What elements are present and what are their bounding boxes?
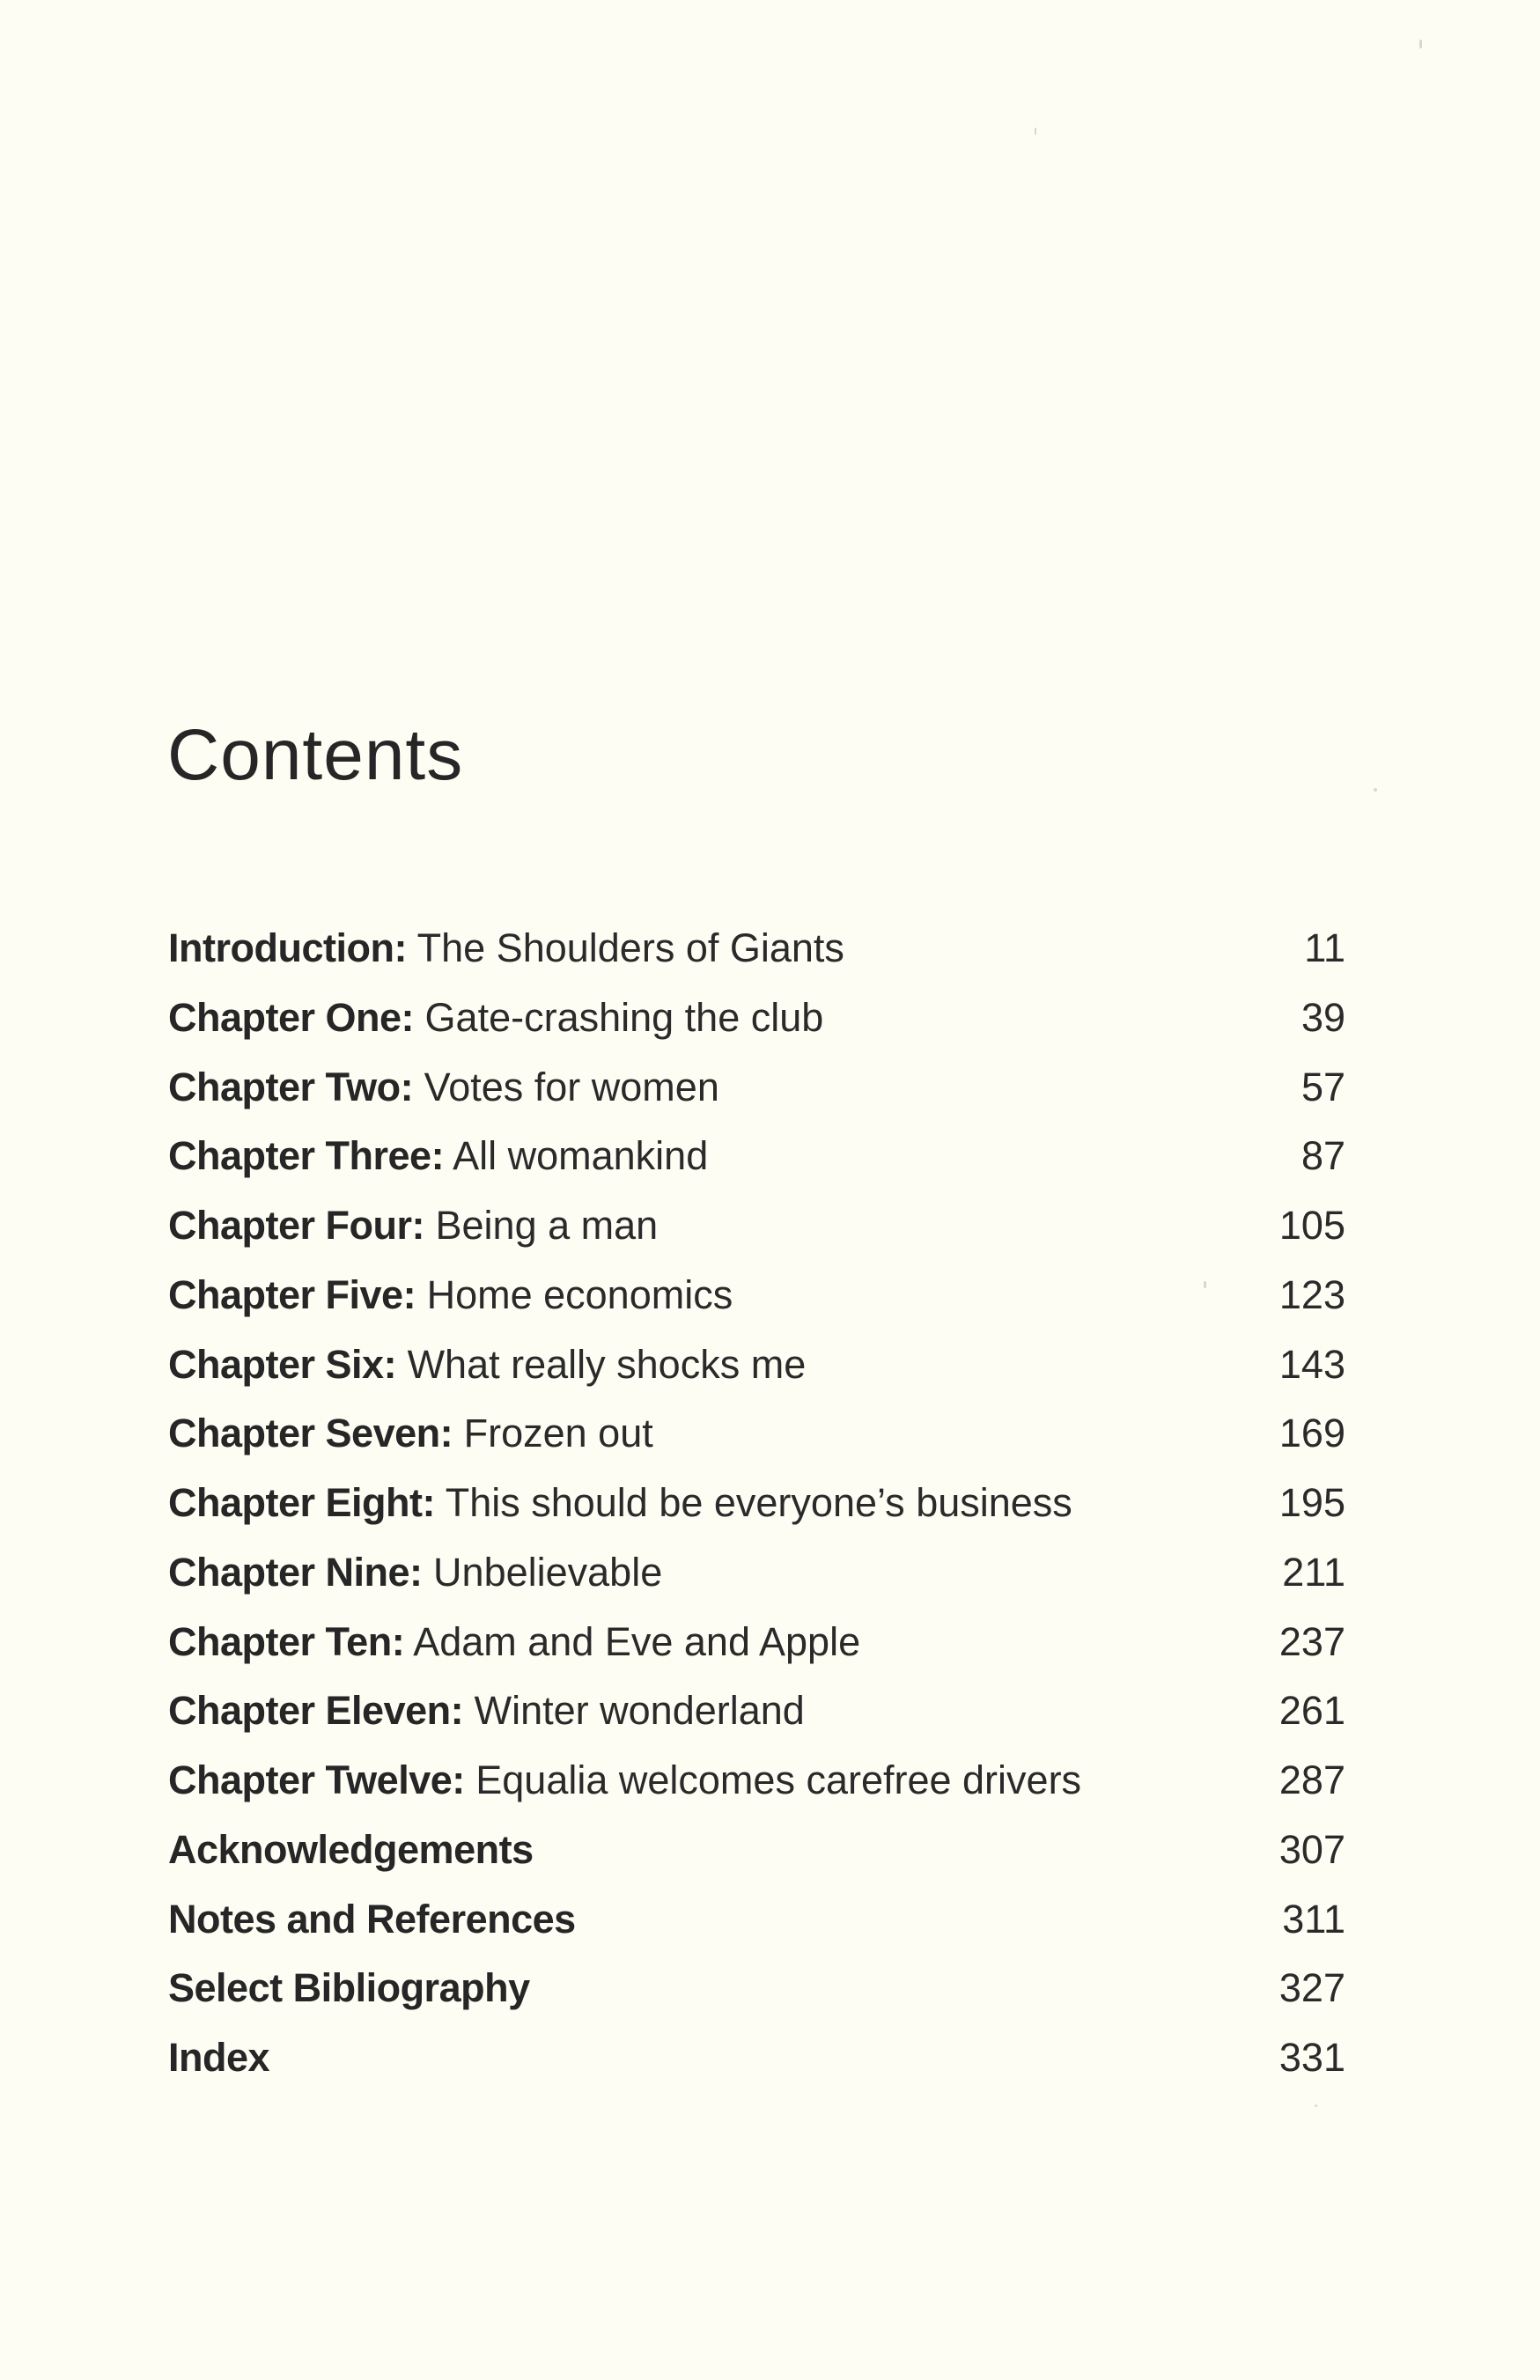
toc-entry-chapter-three bbox=[168, 1130, 1345, 1199]
scan-speck bbox=[1315, 2104, 1317, 2107]
toc-entry-label: Chapter One: bbox=[168, 994, 415, 1040]
toc-entry-text bbox=[168, 1061, 719, 1114]
toc-page-number: 39 bbox=[1301, 994, 1345, 1040]
toc-entry-text bbox=[168, 1130, 708, 1183]
toc-entry-label: Acknowledgements bbox=[168, 1826, 534, 1872]
toc-entry-label: Chapter Eight: bbox=[168, 1480, 435, 1525]
toc-entry-title: Winter wonderland bbox=[474, 1688, 805, 1734]
toc-entry-text bbox=[168, 1824, 534, 1876]
toc-page-number: 87 bbox=[1301, 1133, 1345, 1179]
toc-entry-text bbox=[168, 1893, 576, 1946]
toc-entry-chapter-twelve bbox=[168, 1754, 1345, 1824]
toc-entry-title: What really shocks me bbox=[407, 1341, 807, 1387]
toc-entry-chapter-six bbox=[168, 1338, 1345, 1408]
toc-entry-select-bibliography bbox=[168, 1962, 1345, 2031]
toc-entry-label: Introduction: bbox=[168, 925, 407, 970]
toc-entry-label: Chapter Six: bbox=[168, 1341, 397, 1387]
toc-entry-text bbox=[168, 1616, 860, 1669]
toc-page-number: 143 bbox=[1278, 1341, 1345, 1387]
toc-entry-title: Votes for women bbox=[424, 1064, 719, 1109]
scan-speck bbox=[1419, 40, 1422, 48]
toc-entry-label: Chapter Four: bbox=[168, 1203, 424, 1248]
toc-entry-index bbox=[168, 2031, 1345, 2101]
toc-page-number: 311 bbox=[1282, 1896, 1345, 1942]
toc-entry-label: Chapter Eleven: bbox=[168, 1688, 464, 1734]
toc-page-number: 261 bbox=[1278, 1688, 1345, 1734]
toc-entry-acknowledgements bbox=[168, 1824, 1345, 1893]
toc-entry-chapter-eight bbox=[168, 1477, 1345, 1546]
toc-entry-label: Chapter Ten: bbox=[168, 1618, 405, 1664]
toc-entry-label: Chapter Three: bbox=[168, 1133, 445, 1179]
toc-entry-label: Chapter Seven: bbox=[168, 1411, 453, 1456]
toc-entry-label: Select Bibliography bbox=[168, 1965, 530, 2011]
toc-page-number: 123 bbox=[1278, 1271, 1345, 1317]
toc-page-number: 105 bbox=[1278, 1203, 1345, 1248]
toc-entry-chapter-two bbox=[168, 1061, 1345, 1131]
toc-entry-chapter-seven bbox=[168, 1407, 1345, 1477]
toc-entry-text bbox=[168, 1754, 1081, 1807]
toc-entry-chapter-five bbox=[168, 1269, 1345, 1338]
toc-entry-title: This should be everyone’s business bbox=[445, 1480, 1072, 1525]
toc-entry-title: Gate-crashing the club bbox=[424, 994, 824, 1040]
toc-entry-title: Adam and Eve and Apple bbox=[413, 1618, 861, 1664]
toc-entry-title: The Shoulders of Giants bbox=[416, 925, 844, 970]
toc-entry-text bbox=[168, 2031, 269, 2084]
table-of-contents bbox=[168, 922, 1345, 2101]
toc-page-number: 287 bbox=[1278, 1757, 1345, 1802]
toc-page-number: 327 bbox=[1278, 1965, 1345, 2011]
toc-entry-text bbox=[168, 922, 844, 975]
toc-page-number: 169 bbox=[1278, 1411, 1345, 1456]
toc-entry-text bbox=[168, 1962, 530, 2015]
toc-entry-label: Notes and References bbox=[168, 1896, 576, 1942]
toc-entry-label: Chapter Two: bbox=[168, 1064, 414, 1109]
toc-entry-text bbox=[168, 1338, 806, 1391]
scan-speck bbox=[1035, 128, 1036, 135]
toc-entry-text bbox=[168, 1477, 1072, 1529]
toc-entry-notes-and-references bbox=[168, 1893, 1345, 1963]
toc-entry-text bbox=[168, 991, 823, 1044]
toc-entry-title: Frozen out bbox=[463, 1411, 653, 1456]
toc-entry-chapter-eleven bbox=[168, 1684, 1345, 1754]
toc-entry-title: Home economics bbox=[426, 1271, 733, 1317]
toc-entry-label: Chapter Five: bbox=[168, 1271, 416, 1317]
toc-entry-text bbox=[168, 1199, 658, 1252]
toc-entry-text bbox=[168, 1546, 662, 1599]
toc-entry-chapter-nine bbox=[168, 1546, 1345, 1616]
toc-entry-chapter-four bbox=[168, 1199, 1345, 1269]
toc-page-number: 331 bbox=[1278, 2035, 1345, 2080]
toc-page-number: 57 bbox=[1301, 1064, 1345, 1109]
toc-entry-title: All womankind bbox=[453, 1133, 709, 1179]
toc-entry-title: Unbelievable bbox=[433, 1549, 663, 1595]
toc-entry-chapter-ten bbox=[168, 1616, 1345, 1685]
toc-page-number: 211 bbox=[1282, 1549, 1345, 1595]
toc-entry-text bbox=[168, 1684, 805, 1737]
toc-entry-text bbox=[168, 1407, 653, 1460]
toc-entry-chapter-one bbox=[168, 991, 1345, 1061]
toc-page-number: 237 bbox=[1278, 1618, 1345, 1664]
toc-entry-text bbox=[168, 1269, 733, 1322]
toc-entry-label: Chapter Nine: bbox=[168, 1549, 423, 1595]
toc-entry-title: Equalia welcomes carefree drivers bbox=[475, 1757, 1082, 1802]
toc-entry-title: Being a man bbox=[435, 1203, 659, 1248]
toc-page-number: 307 bbox=[1278, 1826, 1345, 1872]
toc-entry-introduction bbox=[168, 922, 1345, 991]
scan-speck bbox=[1374, 788, 1377, 792]
toc-page-number: 195 bbox=[1278, 1480, 1345, 1525]
toc-entry-label: Index bbox=[168, 2035, 270, 2080]
toc-page-number: 11 bbox=[1304, 925, 1345, 970]
page-title: Contents bbox=[167, 715, 464, 795]
toc-entry-label: Chapter Twelve: bbox=[168, 1757, 465, 1802]
scan-speck bbox=[1204, 1281, 1206, 1288]
